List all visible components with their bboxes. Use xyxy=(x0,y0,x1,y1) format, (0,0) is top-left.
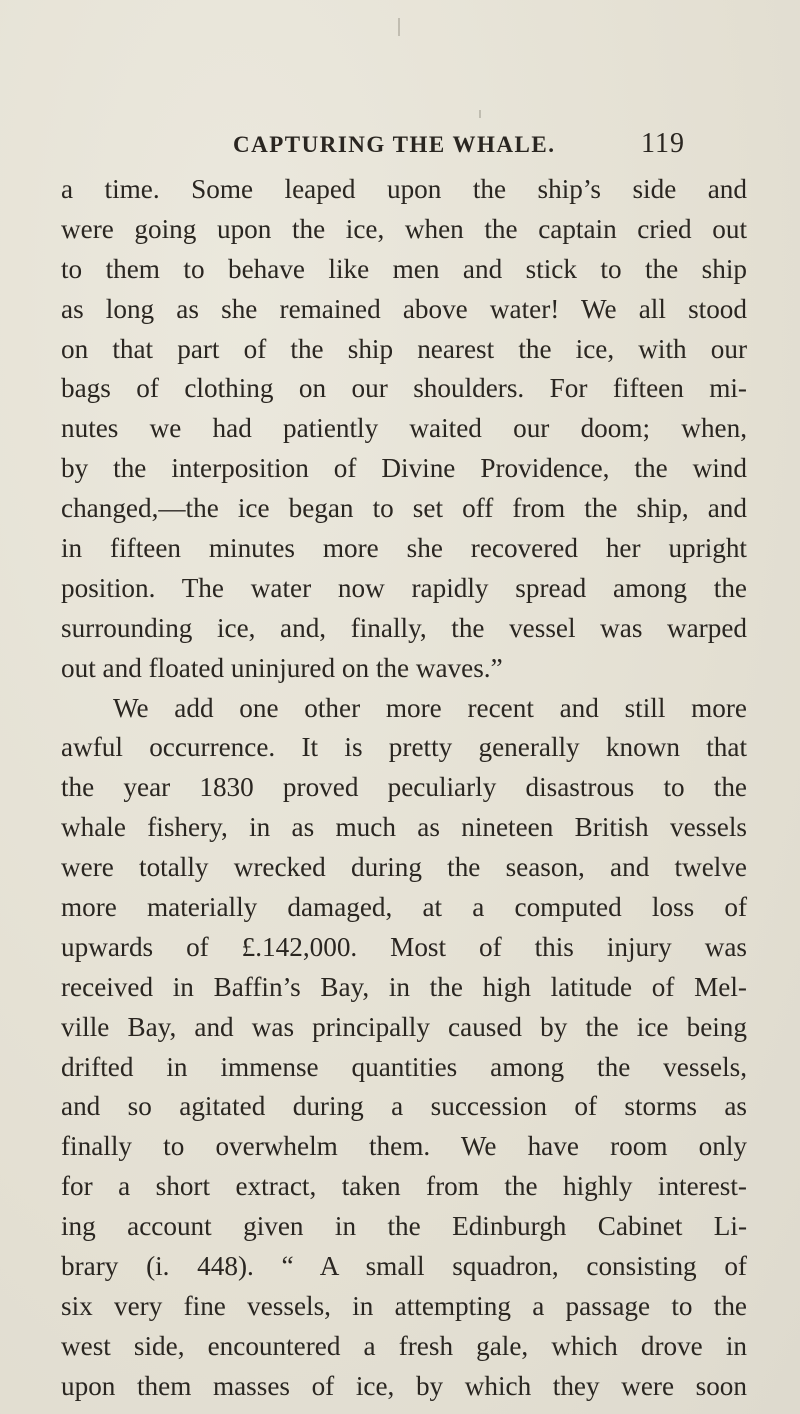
text-line: brary (i. 448). “ A small squadron, consisting of xyxy=(61,1251,747,1282)
text-line: upwards of £.142,000. Most of this injury was xyxy=(61,931,747,962)
running-head xyxy=(233,128,685,162)
text-line: for a short extract, taken from the highly interest- xyxy=(61,1171,747,1202)
text-line: were going upon the ice, when the captain cried out xyxy=(61,213,747,244)
text-line: upon them masses of ice, by which they were soon xyxy=(61,1370,747,1401)
text-line: changed,—the ice began to set off from the ship, and xyxy=(61,493,747,524)
text-line: ville Bay, and was principally caused by the ice being xyxy=(61,1011,747,1042)
text-line: and so agitated during a succession of storms as xyxy=(61,1091,747,1122)
text-line: out and floated uninjured on the waves.” xyxy=(61,652,503,683)
text-line: finally to overwhelm them. We have room only xyxy=(61,1131,747,1162)
text-line: received in Baffin’s Bay, in the high latitude of Mel- xyxy=(61,971,747,1002)
page-blemish xyxy=(479,110,481,118)
text-line: more materially damaged, at a computed loss of xyxy=(61,892,747,923)
text-line: as long as she remained above water! We all stood xyxy=(61,293,747,324)
text-line: nutes we had patiently waited our doom; when, xyxy=(61,413,747,444)
running-title: CAPTURING THE WHALE. xyxy=(233,132,556,157)
text-line: awful occurrence. It is pretty generally known that xyxy=(61,732,747,763)
text-line: west side, encountered a fresh gale, which drove in xyxy=(61,1330,747,1361)
text-line: drifted in immense quantities among the vessels, xyxy=(61,1051,747,1082)
text-line: whale fishery, in as much as nineteen British vessels xyxy=(61,812,747,843)
text-line: in fifteen minutes more she recovered her upright xyxy=(61,533,747,564)
text-line: ing account given in the Edinburgh Cabinet Li- xyxy=(61,1211,747,1242)
text-line: by the interposition of Divine Providence, the wind xyxy=(61,453,747,484)
page-number: 119 xyxy=(641,128,685,159)
text-line: position. The water now rapidly spread among the xyxy=(61,572,747,603)
text-line: six very fine vessels, in attempting a passage to the xyxy=(61,1290,747,1321)
text-line: a time. Some leaped upon the ship’s side and xyxy=(61,174,747,204)
page-blemish xyxy=(398,18,400,36)
paragraph-first-line: We add one other more recent and still more xyxy=(113,692,747,723)
text-line: surrounding ice, and, finally, the vessel was warped xyxy=(61,612,747,643)
text-line: to them to behave like men and stick to the ship xyxy=(61,253,747,284)
body-text xyxy=(61,170,747,1407)
text-line: the year 1830 proved peculiarly disastrous to the xyxy=(61,772,747,803)
text-line: were totally wrecked during the season, and twelve xyxy=(61,852,747,883)
text-line: on that part of the ship nearest the ice, with our xyxy=(61,333,747,364)
text-line: bags of clothing on our shoulders. For fifteen mi- xyxy=(61,373,747,404)
